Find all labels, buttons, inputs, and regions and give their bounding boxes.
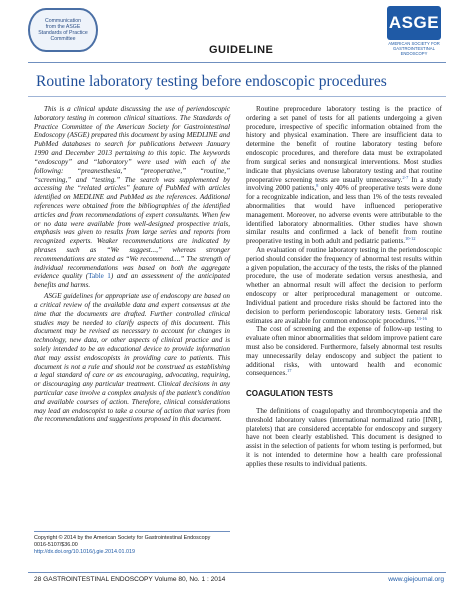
reference-link[interactable]: 17 <box>287 368 292 374</box>
journal-website-link[interactable]: www.giejournal.org <box>388 576 444 583</box>
reference-link[interactable]: 8 <box>316 183 319 189</box>
doi-link[interactable]: http://dx.doi.org/10.1016/j.gie.2014.01.019 <box>34 549 136 555</box>
table-1-link[interactable]: Table 1 <box>88 272 111 281</box>
intro-paragraph <box>34 105 230 290</box>
copyright-line: Copyright © 2014 by the American Society for Gastrointestinal Endoscopy <box>34 535 211 541</box>
copyright-rule <box>34 531 230 532</box>
section-heading: COAGULATION TESTS <box>246 389 333 399</box>
communication-badge-text: Communication from the ASGE Standards of Practice Committee <box>38 18 88 42</box>
body-text: In a study involving 2000 patients, <box>246 175 442 193</box>
title-rule <box>28 96 446 97</box>
reference-link[interactable]: 10-12 <box>405 236 416 242</box>
article-title: Routine laboratory testing before endoscopic procedures <box>36 73 387 90</box>
asge-logo-tagline: AMERICAN SOCIETY FOR GASTROINTESTINAL ENDOSCOPY <box>388 41 440 56</box>
body-text: The cost of screening and the expense of follow-up testing to evaluate often minor abnormalities that seldom improve patient care must also be considered. Furthermore, falsely abnormal test results may unnecessarily delay endoscopy and subject the patient to additional risks, with untoward health and economic consequences. <box>246 325 442 378</box>
asge-logo-tile <box>387 6 441 40</box>
copyright-block <box>34 535 234 556</box>
body-paragraph-2 <box>246 246 442 325</box>
body-paragraph-3 <box>246 325 442 378</box>
body-text: only 40% of preoperative tests were done for a recognizable indication, and less than 1% of the tests revealed abnormalities that would have influenced perioperative management. Moreover, no adverse events were attributable to the identified laboratory abnormalities. Other studies have shown similar results and confirmed a lack of benefit from routine preoperative testing in both adult and pediatric patients. <box>246 184 442 246</box>
journal-citation: 28 GASTROINTESTINAL ENDOSCOPY Volume 80, No. 1 : 2014 <box>34 576 226 583</box>
asge-logo-text: ASGE <box>388 13 440 32</box>
disclaimer-paragraph: ASGE guidelines for appropriate use of endoscopy are based on a critical review of the available data and expert consensus at the time that the documents are drafted. Further controlled clinical studies may be needed to clarify aspects of this document. This document may be revised as necessary to account for changes in technology, new data, or other aspects of clinical practice and is solely intended to be an educational device to provide information that may assist endoscopists in providing care to patients. This document is not a rule and should not be construed as establishing a legal standard of care or as encouraging, advocating, requiring, or discouraging any particular treatment. Clinical decisions in any particular case involve a complex analysis of the patient’s condition and available courses of action. Therefore, clinical considerations may lead an endoscopist to take a course of action that varies from the recommendations and suggestions proposed in this document. <box>34 292 230 424</box>
asge-logo <box>383 6 445 56</box>
communication-badge <box>28 8 98 52</box>
section-label: GUIDELINE <box>209 44 274 56</box>
left-column <box>34 105 230 424</box>
body-paragraph-1 <box>246 105 442 246</box>
reference-link[interactable]: 13-16 <box>416 315 427 321</box>
header-rule <box>28 62 446 63</box>
page-footer <box>34 576 444 583</box>
page-header <box>0 0 474 70</box>
reference-link[interactable]: 2-7 <box>402 174 409 180</box>
body-text: Routine preprocedure laboratory testing is the practice of ordering a set panel of tests for all patients undergoing a given procedure, irrespective of specific information obtained from the history and physical examination. There are insufficient data to determine the benefit of routine laboratory testing before endoscopic procedures, and therefore data must be extrapolated from surgical series and nonsurgical interventions. Most studies indicate that physicians overuse laboratory testing and that routine preoperative screening tests are usually unnecessary. <box>246 105 442 184</box>
body-paragraph-4: The definitions of coagulopathy and thrombocytopenia and the threshold laboratory values (international normalized ratio [INR], platelets) that are considered acceptable for endoscopy and surgery have not been clearly established. This document is designed to assist in the selection of patients for whom testing is performed, but it is not intended to determine how a health care professional applies these results to individual patients. <box>246 407 442 468</box>
intro-text: This is a clinical update discussing the use of periendoscopic laboratory testing in common clinical situations. The Standards of Practice Committee of the American Society for Gastrointestinal Endoscopy (ASGE) prepared this document by using MEDLINE and PubMed databases to search for publications between January 1990 and December 2013 pertaining to this topic. The keywords “endoscopy” and “laboratory” were used with each of the following: “preanesthesia,” “preoperative,” “routine,” “screening,” and “testing.” The search was supplemented by accessing the “related articles” feature of PubMed with articles identified on MEDLINE and PubMed as the references. Additional references were obtained from the bibliographies of the identified articles and from recommendations of expert consultants. When few or no data were available from well-designed prospective trials, emphasis was given to results from large series and reports from recognized experts. Weaker recommendations are indicated by phrases such as “We suggest...,” whereas stronger recommendations are stated as “We recommend....” The strength of individual recommendations was based on both the aggregate evidence quality ( <box>34 105 230 281</box>
intro-text-end: ) and an assessment of the anticipated benefits and harms. <box>34 272 230 290</box>
issn-line: 0016-5107/$36.00 <box>34 542 78 548</box>
body-text: An evaluation of routine laboratory testing in the periendoscopic period should consider the frequency of abnormal test results within a given population, the accuracy of the tests, the risks of the planned procedure, the use of moderate sedation versus anesthesia, and whether an abnormal result will affect the decision to perform endoscopy or alter periprocedural management or outcome. Individual patient and procedure risks should be factored into the decision to perform periendoscopic laboratory tests. General risk estimates are available for common endoscopic procedures. <box>246 246 442 325</box>
footer-rule <box>28 572 446 573</box>
right-column <box>246 105 442 469</box>
